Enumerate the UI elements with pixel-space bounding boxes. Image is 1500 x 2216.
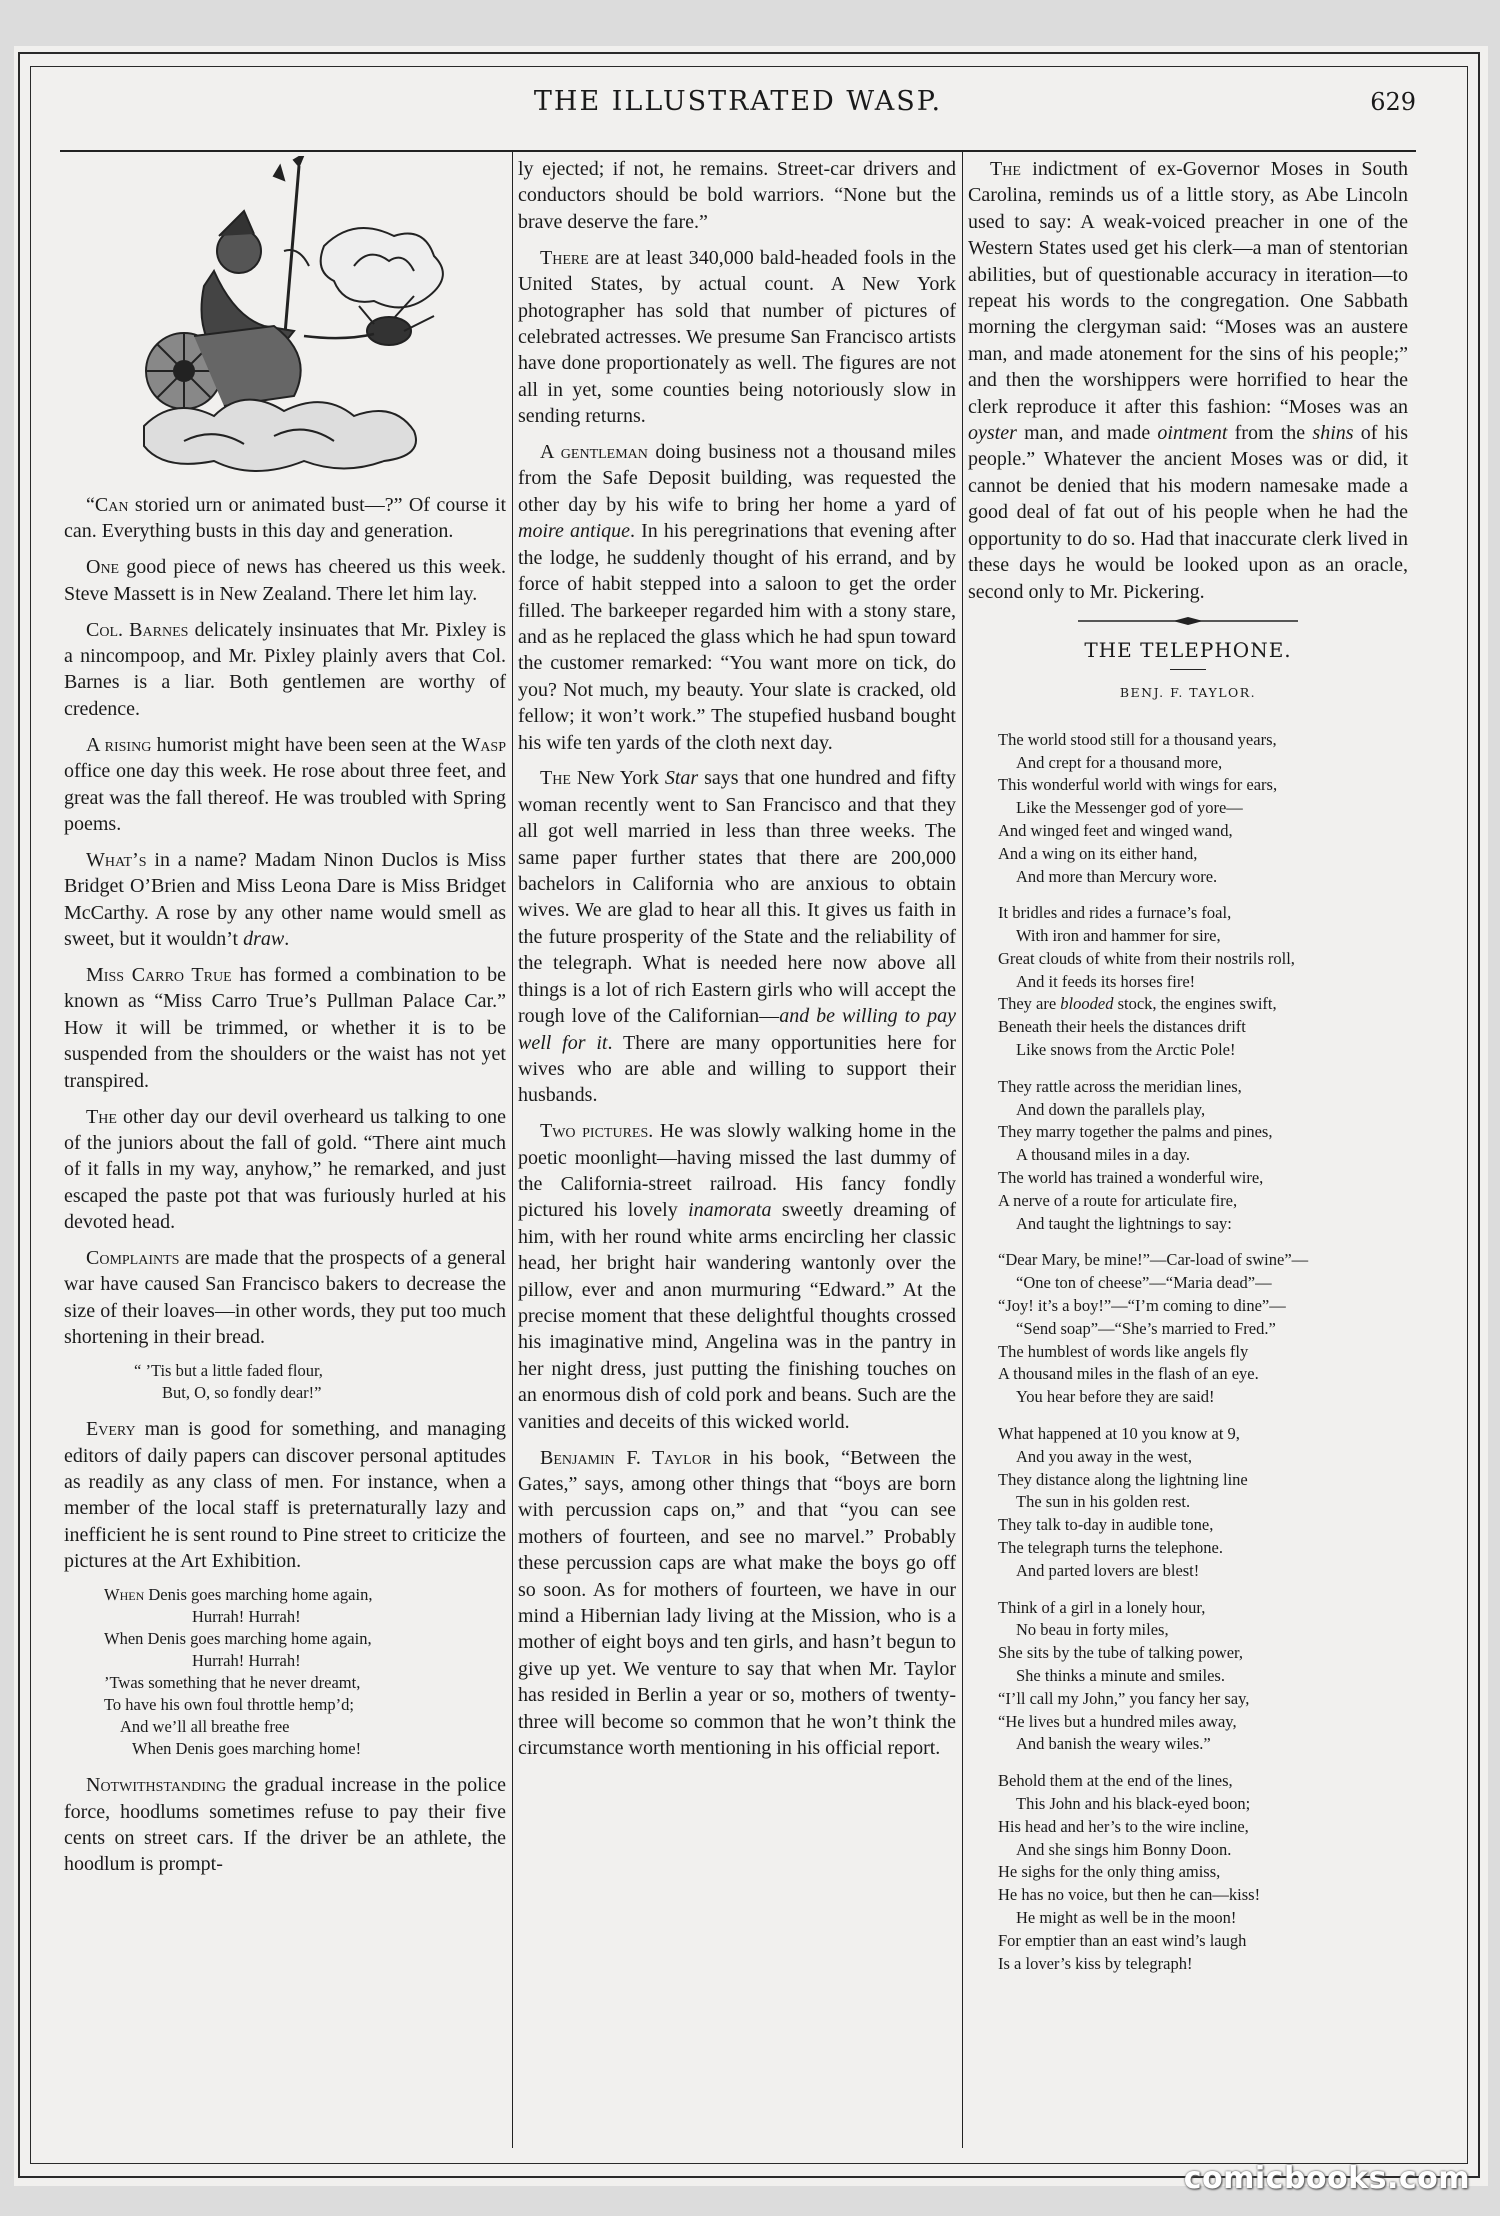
lead-word: A gentleman — [540, 441, 648, 464]
stanza-6 — [998, 1597, 1408, 1757]
poem-line: They distance along the lightning line — [998, 1469, 1248, 1489]
lead-word: “Can — [86, 494, 129, 516]
poem-line: The world has trained a wonderful wire, — [998, 1168, 1264, 1188]
ornament-divider — [1078, 617, 1298, 625]
poem-line: She thinks a minute and smiles. — [1016, 1666, 1225, 1685]
verse-line: But, O, so fondly dear!” — [162, 1383, 322, 1403]
poem-line: He might as well be in the moon! — [1016, 1907, 1237, 1927]
italic-text: moire antique — [518, 520, 631, 543]
column-2 — [518, 156, 956, 1771]
publication-title: THE ILLUSTRATED WASP. — [533, 86, 943, 117]
poem-line: And it feeds its horses fire! — [1016, 971, 1196, 991]
paragraph-text: doing business not a thousand miles from the Safe Deposit building, was requested the other day by his wife to bring her home a yard of — [518, 441, 956, 516]
poem-line: This John and his black-eyed boon; — [1016, 1793, 1251, 1813]
paragraph-text: indictment of ex-Governor Moses in South Carolina, reminds us of a little story, as Abe Lincoln used to say: A weak-voiced preacher in one of the Western States used get his clerk—a man of stentorian abilities, but of questionable accuracy in iteration—to repeat his words to the congregation. One Sabbath morning the clergyman said: “Moses was an austere man, and made atonement for the sins of his people;” and then the worshippers were horrified to hear the clerk reproduce it after this fashion: “Moses was an — [968, 158, 1408, 418]
poem-line: Behold them at the end of the lines, — [998, 1771, 1233, 1791]
verse-line: And we’ll all breathe free — [120, 1717, 290, 1737]
verse-line: “ ’Tis but a little faded flour, — [134, 1361, 323, 1381]
column-rule-2 — [962, 152, 963, 2148]
lead-word: Notwithstanding — [86, 1774, 227, 1797]
lead-word: What’s — [86, 848, 147, 871]
poem-line: And parted lovers are blest! — [1016, 1560, 1200, 1580]
paragraph-end: . — [284, 928, 290, 951]
quoted-couplet — [134, 1360, 506, 1404]
poem-line: With iron and hammer for sire, — [1016, 926, 1221, 946]
poem-line: Like snows from the Arctic Pole! — [1016, 1040, 1236, 1060]
paragraph-text: . There are many opportunities here for wives who are able and willing to support their husbands. — [518, 1031, 956, 1107]
poem-title: THE TELEPHONE. — [1084, 637, 1292, 662]
illustration-devil-chariot — [124, 156, 464, 486]
poem-line: A thousand miles in a day. — [1016, 1145, 1190, 1165]
poem-line: And banish the weary wiles.” — [1016, 1734, 1211, 1754]
paragraph-text: of his people.” Whatever the ancient Moses was or did, it cannot be denied that his modern namesake made a good deal of fat out of his people when he had the opportunity to do so. Had that inaccurate clerk lived in these days he would be looked upon as an oracle, second only to Mr. Pickering. — [968, 422, 1409, 603]
italic-text: ointment — [1157, 422, 1228, 445]
page-number: 629 — [1370, 88, 1416, 116]
title-rule — [1170, 669, 1206, 670]
poem-line: And down the parallels play, — [1016, 1099, 1206, 1119]
paragraph-text: other day our devil overheard us talking to one of the juniors about the fall of gold. “There aint much of it falls in my way, anyhow,” he remarked, and just escaped the paste pot that was furiously hurled at his devoted head. — [64, 1105, 506, 1234]
italic-text: draw — [243, 928, 285, 951]
paragraph-text: are made that the prospects of a general war have caused San Francisco bakers to decrease the size of their loaves—in other words, they put too much shortening in their bread. — [64, 1247, 506, 1349]
wasp-name: Wasp — [461, 733, 506, 756]
poem-line: And taught the lightnings to say: — [1016, 1213, 1232, 1233]
stanza-5 — [998, 1423, 1408, 1583]
denis-verse — [104, 1584, 506, 1760]
poem-line: He has no voice, but then he can—kiss! — [998, 1885, 1261, 1905]
paragraph-text: humorist might have been seen at the — [151, 733, 462, 756]
poem-line: The telegraph turns the telephone. — [998, 1538, 1223, 1558]
paragraph-text: from the — [1227, 422, 1313, 445]
column-3 — [968, 156, 1408, 1989]
lead-word: One — [86, 556, 120, 579]
poem-line: No beau in forty miles, — [1016, 1620, 1169, 1640]
poem-line: And winged feet and winged wand, — [998, 820, 1233, 840]
poem-line: You hear before they are said! — [1016, 1387, 1215, 1407]
stanza-2 — [998, 902, 1408, 1062]
paragraph-text: sweetly dreaming of him, with her round white arms encircling her classic head, her bright hair wandering wantonly over the pillow, ever and anon murmuring “Edward.” At the precise moment that these delightful thoughts crossed his imaginative mind, Angelina was in the pantry in her night dress, just putting the finishing touches on an enormous dish of cold pork and beans. Such are the vanities and deceits of this wicked world. — [518, 1199, 957, 1433]
paragraph-text: New York — [570, 767, 665, 790]
paragraph-text: good piece of news has cheered us this week. Steve Massett is in New Zealand. There let him lay. — [64, 556, 506, 605]
stanza-1 — [998, 729, 1408, 889]
lead-word: When — [104, 1585, 145, 1605]
verse-line: When Denis goes marching home! — [132, 1739, 362, 1759]
paragraph-text: in his book, “Between the Gates,” says, among other things that “boys are born with percussion caps on,” and that “you can see mothers of fourteen, and see no marvel.” Probably these percussion caps are what make the boys go off so soon. As for mothers of fourteen, we have in our mind a Hibernian lady living at the Mission, who is a mother of eight boys and ten girls, and hasn’t begun to give up yet. We venture to say that when Mr. Taylor has resided in Berlin a year or so, mothers of twenty-three will become so common that he won’t think the circumstance worth mentioning in his official report. — [518, 1446, 956, 1760]
italic-text: inamorata — [688, 1199, 772, 1222]
poem-line: And crept for a thousand more, — [1016, 752, 1223, 772]
poem-line — [998, 993, 1408, 1016]
lead-word: A rising — [86, 733, 152, 756]
poem-line: Is a lover’s kiss by telegraph! — [998, 1953, 1193, 1973]
paragraph-text: storied urn or animated bust—?” Of course it can. Everything busts in this day and generation. — [64, 494, 506, 543]
lead-word: Every — [86, 1418, 136, 1441]
paragraph-text: the gradual increase in the police force, hoodlums sometimes refuse to pay their five cents on street cars. If the driver be an athlete, the hoodlum is prompt- — [64, 1774, 506, 1876]
verse-text: Denis goes marching home again, — [144, 1585, 373, 1605]
poem-line: “Send soap”—“She’s married to Fred.” — [1016, 1318, 1276, 1338]
paragraph-text: man is good for something, and managing editors of daily papers can discover personal aptitudes as readily as any class of men. For instance, when a member of the local staff is preternaturally lazy and inefficient he is sent round to Pine street to criticize the pictures at the Art Exhibition. — [64, 1418, 506, 1573]
poem-text: They are — [998, 994, 1061, 1014]
verse-line: To have his own foul throttle hemp’d; — [104, 1695, 354, 1715]
paragraph-text: He was slowly walking home in the poetic moonlight—having missed the last dummy of the California-street railroad. His fancy fondly pictured his lovely — [518, 1120, 957, 1222]
verse-line: Hurrah! Hurrah! — [192, 1651, 301, 1671]
poem-line: What happened at 10 you know at 9, — [998, 1424, 1240, 1444]
poem-line: And more than Mercury wore. — [1016, 866, 1218, 886]
poem-line: “Dear Mary, be mine!”—Car-load of swine”— — [998, 1250, 1309, 1270]
poem-line: “Joy! it’s a boy!”—“I’m coming to dine”— — [998, 1296, 1286, 1316]
poem-line: “I’ll call my John,” you fancy her say, — [998, 1688, 1250, 1708]
italic-text: oyster — [968, 422, 1017, 445]
lead-word: Miss Carro True — [86, 964, 232, 986]
poem-line: A thousand miles in the flash of an eye. — [998, 1364, 1259, 1384]
paragraph-text: has formed a combination to be known as “Miss Carro True’s Pullman Palace Car.” How it will be trimmed, or whether it is to be suspended from the shoulders or the waist has not yet transpired. — [64, 964, 506, 1092]
italic-text: Star — [664, 767, 699, 790]
poem-line: They talk to-day in audible tone, — [998, 1515, 1214, 1535]
stanza-7 — [998, 1770, 1408, 1975]
verse-line: ’Twas something that he never dreamt, — [104, 1673, 361, 1693]
site-watermark: comicbooks.com — [1183, 2161, 1470, 2196]
italic-text: shins — [1312, 422, 1354, 445]
poem-line: He sighs for the only thing amiss, — [998, 1862, 1221, 1882]
column-1 — [64, 156, 506, 1887]
poem-telephone — [998, 729, 1408, 1976]
poem-line: And you away in the west, — [1016, 1446, 1192, 1466]
paragraph-text: in a name? Madam Ninon Duclos is Miss Bridget O’Brien and Miss Leona Dare is Miss Bridget McCarthy. A rose by any other name would smell as sweet, but it wouldn’t — [64, 848, 506, 951]
poem-line: His head and her’s to the wire incline, — [998, 1816, 1249, 1836]
poem-line: Think of a girl in a lonely hour, — [998, 1597, 1206, 1617]
lead-word: Col. Barnes — [86, 618, 189, 641]
lead-word: The — [990, 158, 1021, 180]
italic-text: and be willing to pay well for it — [518, 1005, 956, 1054]
lead-word: The — [540, 767, 571, 790]
poem-line: A nerve of a route for articulate fire, — [998, 1190, 1238, 1210]
lead-word: Complaints — [86, 1247, 180, 1270]
paragraph-continued: ly ejected; if not, he remains. Street-car drivers and conductors should be bold warriors. “None but the brave deserve the fare.” — [518, 158, 956, 233]
poem-line: The sun in his golden rest. — [1016, 1492, 1191, 1512]
poem-line: And she sings him Bonny Doon. — [1016, 1839, 1232, 1859]
paragraph-text: delicately insinuates that Mr. Pixley is a nincompoop, and Mr. Pixley plainly avers that Col. Barnes is a liar. Both gentlemen are worthy of credence. — [64, 618, 506, 720]
poem-line: They rattle across the meridian lines, — [998, 1076, 1242, 1096]
header-rule — [60, 150, 1416, 152]
poem-author: BENJ. F. TAYLOR. — [1119, 685, 1257, 701]
paragraph-text: man, and made — [1016, 422, 1158, 445]
poem-line: This wonderful world with wings for ears, — [998, 775, 1278, 795]
poem-line: The humblest of words like angels fly — [998, 1341, 1249, 1361]
poem-line: And a wing on its either hand, — [998, 843, 1198, 863]
running-head — [60, 86, 1416, 126]
column-rule-1 — [512, 152, 513, 2148]
lead-word: The — [86, 1105, 117, 1128]
italic-text: blooded — [1060, 994, 1114, 1014]
paragraph-text: office one day this week. He rose about three feet, and great was the fall thereof. He was troubled with Spring poems. — [64, 760, 506, 835]
verse-line — [104, 1584, 506, 1606]
poem-line: Great clouds of white from their nostrils roll, — [998, 948, 1295, 968]
verse-line: Hurrah! Hurrah! — [192, 1607, 301, 1627]
lead-word: Benjamin F. Taylor — [540, 1446, 712, 1469]
poem-line: “He lives but a hundred miles away, — [998, 1711, 1237, 1731]
lead-word: Two pictures. — [540, 1120, 654, 1143]
verse-line: When Denis goes marching home again, — [104, 1629, 372, 1649]
poem-line: The world stood still for a thousand years, — [998, 729, 1277, 749]
paragraph-text: . In his peregrinations that evening after the lodge, he suddenly thought of his errand, and by force of habit stepped into a saloon to get the order filled. The barkeeper regarded him with a stony stare, and as he replaced the glass which he had spun toward the customer remarked: “You want more on tick, do you? Not much, my beauty. Your slate is cracked, old fellow; it won’t work.” The stupefied husband bought his wife ten yards of the cloth next day. — [518, 520, 956, 754]
stanza-3 — [998, 1076, 1408, 1236]
stanza-4 — [998, 1249, 1408, 1409]
poem-line: They marry together the palms and pines, — [998, 1122, 1273, 1142]
poem-line: She sits by the tube of talking power, — [998, 1643, 1243, 1663]
paragraph-text: says that one hundred and fifty woman recently went to San Francisco and that they all got well married in less than three weeks. The same paper further states that there are 200,000 bachelors in California who are anxious to obtain wives. We are glad to hear all this. It gives us faith in the future prosperity of the State and the reliability of the telegraph. What is needed here now above all things is a lot of rich Eastern girls who will accept the rough love of the Californian— — [518, 767, 956, 1028]
poem-line: Beneath their heels the distances drift — [998, 1017, 1246, 1037]
poem-line: “One ton of cheese”—“Maria dead”— — [1016, 1273, 1272, 1293]
paragraph-text: are at least 340,000 bald-headed fools in the United States, by actual count. A New York photographer has sold that number of pictures of celebrated actresses. We presume San Francisco artists have done proportionately as well. The figures are not all in yet, some counties being notoriously slow in sending returns. — [518, 246, 956, 428]
poem-line: For emptier than an east wind’s laugh — [998, 1930, 1247, 1950]
poem-text: stock, the engines swift, — [1113, 994, 1277, 1014]
poem-line: Like the Messenger god of yore— — [1016, 798, 1243, 818]
lead-word: There — [540, 246, 589, 269]
poem-line: It bridles and rides a furnace’s foal, — [998, 903, 1232, 923]
